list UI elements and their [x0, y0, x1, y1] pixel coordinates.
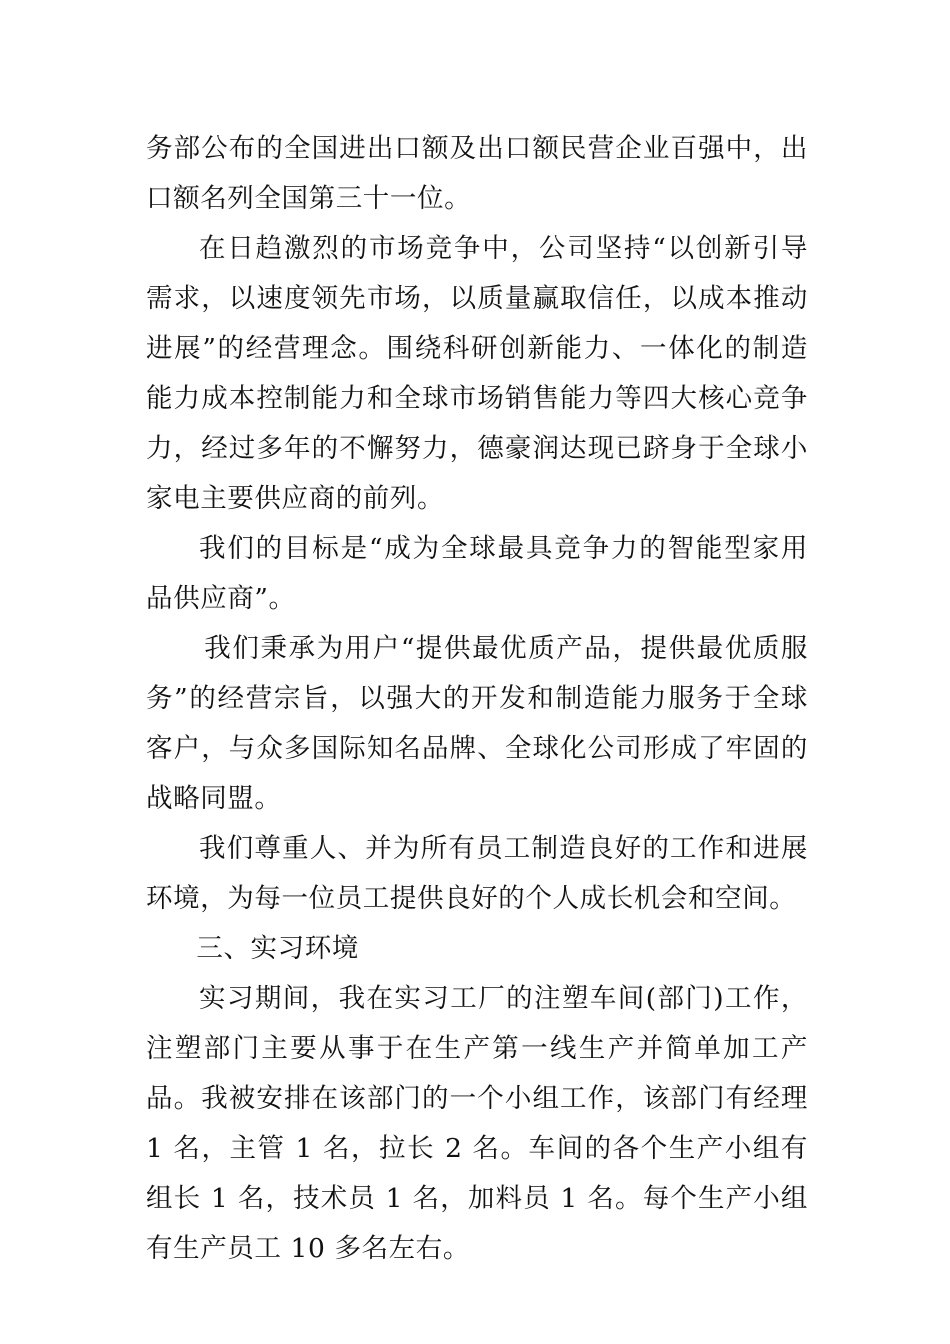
paragraph-company-goal: 我们的目标是“成为全球最具竞争力的智能型家用品供应商”。	[146, 533, 808, 614]
section-heading-internship-environment: 三、实习环境	[196, 933, 359, 964]
paragraph-continuation: 务部公布的全国进出口额及出口额民营企业百强中，出口额名列全国第三十一位。	[146, 133, 808, 214]
paragraph-employee-care: 我们尊重人、并为所有员工制造良好的工作和进展环境，为每一位员工提供良好的个人成长机会和空间。	[146, 833, 808, 914]
paragraph-business-purpose: 我们秉承为用户“提供最优质产品，提供最优质服务”的经营宗旨，以强大的开发和制造能力服务于全球客户，与众多国际知名品牌、全球化公司形成了牢固的战略同盟。	[146, 633, 808, 814]
paragraph-business-philosophy: 在日趋激烈的市场竞争中，公司坚持“以创新引导需求，以速度领先市场，以质量赢取信任，以成本推动进展”的经营理念。围绕科研创新能力、一体化的制造能力成本控制能力和全球市场销售能力等四大核心竞争力，经过多年的不懈努力，德豪润达现已跻身于全球小家电主要供应商的前列。	[146, 233, 808, 514]
paragraph-internship-department: 实习期间，我在实习工厂的注塑车间(部门)工作，注塑部门主要从事于在生产第一线生产并简单加工产品。我被安排在该部门的一个小组工作，该部门有经理 1 名，主管 1 名，拉长 2 名。车间的各个生产小组有组长 1 名，技术员 1 名，加料员 1 名。每个生产小组有生产员工 10 多名左右。	[146, 983, 808, 1264]
document-body	[146, 124, 808, 1274]
